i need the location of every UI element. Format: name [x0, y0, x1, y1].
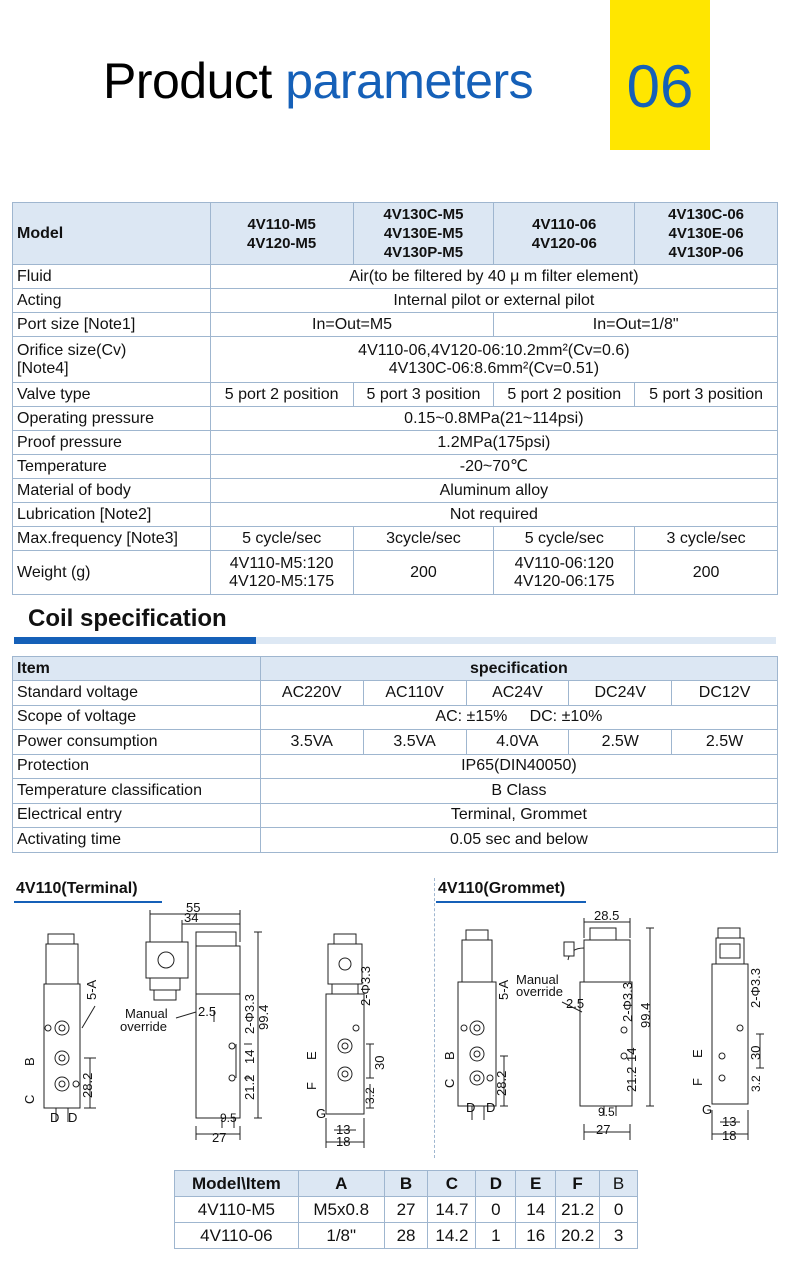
dim-cell: 3 [600, 1223, 638, 1249]
table-row [175, 1223, 638, 1249]
dim-cell: 16 [516, 1223, 556, 1249]
model-name: 4V130P-06 [668, 244, 744, 261]
lube-value: Not required [210, 503, 777, 527]
model-name: 4V130E-06 [668, 225, 744, 242]
row-label: Protection [13, 754, 261, 779]
model-col-2 [353, 203, 494, 265]
dim-d: D [486, 1100, 496, 1115]
manual-override-label: Manual [516, 972, 559, 987]
dim-d: D [68, 1110, 78, 1125]
table-row [13, 803, 778, 828]
model-col-4 [635, 203, 778, 265]
power-value: 4.0VA [466, 730, 569, 755]
dim-cell: 14.7 [428, 1197, 476, 1223]
table-row [13, 479, 778, 503]
dim-header: B [384, 1171, 428, 1197]
row-label: Scope of voltage [13, 705, 261, 730]
dim-header: D [476, 1171, 516, 1197]
coil-header-row [13, 657, 778, 681]
temp-value: -20~70℃ [210, 455, 777, 479]
row-label: Temperature [13, 455, 211, 479]
table-row [13, 828, 778, 853]
label-line: [Note4] [17, 359, 69, 377]
dimension-drawings [0, 878, 790, 1168]
port-value: In=Out=M5 [210, 313, 494, 337]
dim-b: B [22, 1057, 37, 1066]
material-value: Aluminum alloy [210, 479, 777, 503]
model-name: 4V110-06 [532, 215, 597, 233]
section-number-badge [610, 0, 710, 150]
dim-2-phi: 2-Φ3.3 [242, 993, 257, 1034]
port-value: In=Out=1/8" [494, 313, 778, 337]
dim-34: 34 [184, 910, 199, 925]
row-label: Fluid [13, 265, 211, 289]
valve-value: 5 port 2 position [494, 383, 635, 407]
dim-27: 27 [212, 1130, 227, 1145]
protection-value: IP65(DIN40050) [260, 754, 777, 779]
freq-value: 5 cycle/sec [494, 527, 635, 551]
row-label: Material of body [13, 479, 211, 503]
spec-header: specification [260, 657, 777, 681]
weight-value [210, 551, 353, 595]
dim-header: C [428, 1171, 476, 1197]
item-header: Item [13, 657, 261, 681]
row-label: Valve type [13, 383, 211, 407]
model-name: 4V110-M5 [247, 215, 316, 233]
op-pressure-value: 0.15~0.8MPa(21~114psi) [210, 407, 777, 431]
table-row [13, 779, 778, 804]
weight-value: 200 [353, 551, 494, 595]
dim-g: G [702, 1102, 713, 1117]
table-row [13, 754, 778, 779]
dimension-table [174, 1170, 638, 1249]
voltage-value: AC110V [363, 681, 466, 706]
dim-cell: 4V110-M5 [175, 1197, 299, 1223]
grommet-end-view [712, 928, 764, 1140]
grommet-drawing-title: 4V110(Grommet) [438, 880, 566, 897]
dim-14: 14 [624, 1047, 639, 1062]
model-name: 4V120-06 [531, 234, 597, 252]
value-line: 4V120-M5:175 [229, 572, 335, 590]
row-label: Temperature classification [13, 779, 261, 804]
dim-5a: 5-A [84, 979, 99, 1000]
dim-e: E [304, 1051, 319, 1060]
value-line: 4V120-06:175 [514, 572, 615, 590]
dim-21-2: 21.2 [624, 1066, 639, 1092]
model-name: 4V130C-M5 [383, 206, 464, 223]
model-row [13, 203, 778, 265]
table-row [13, 503, 778, 527]
scope-value: AC: ±15% DC: ±10% [260, 705, 777, 730]
activating-value: 0.05 sec and below [260, 828, 777, 853]
dim-28-2: 28.2 [80, 1072, 95, 1098]
page-title [103, 52, 533, 110]
dim-28-2: 28.2 [494, 1070, 509, 1096]
power-value: 2.5W [569, 730, 672, 755]
section-number: 06 [626, 53, 694, 120]
power-value: 3.5VA [363, 730, 466, 755]
table-row [175, 1197, 638, 1223]
section-divider [14, 637, 776, 644]
dim-cell: 1 [476, 1223, 516, 1249]
dim-cell: 14.2 [428, 1223, 476, 1249]
dim-header: E [516, 1171, 556, 1197]
dim-header: B [600, 1171, 638, 1197]
dim-header: A [298, 1171, 384, 1197]
dim-28-5: 28.5 [594, 908, 620, 923]
table-row [13, 265, 778, 289]
model-col-3 [494, 203, 635, 265]
value-line: 4V110-06:120 [514, 554, 614, 572]
dim-13: 13 [722, 1114, 737, 1129]
row-label: Activating time [13, 828, 261, 853]
dim-18: 18 [722, 1128, 737, 1143]
table-row [13, 551, 778, 595]
row-label: Operating pressure [13, 407, 211, 431]
dim-99-4: 99.4 [638, 1002, 653, 1028]
dim-14: 14 [242, 1049, 257, 1064]
model-name: 4V130P-M5 [383, 244, 464, 261]
voltage-value: DC24V [569, 681, 672, 706]
label-line: Orifice size(Cv) [17, 341, 127, 359]
table-row [13, 455, 778, 479]
dim-cell: 0 [600, 1197, 638, 1223]
voltage-value: DC12V [672, 681, 778, 706]
row-label: Electrical entry [13, 803, 261, 828]
dim-c: C [442, 1078, 457, 1088]
dim-cell: 14 [516, 1197, 556, 1223]
freq-value: 3cycle/sec [353, 527, 494, 551]
dim-c: C [22, 1094, 37, 1104]
manual-override-label: override [516, 984, 563, 999]
weight-value [494, 551, 635, 595]
temp-class-value: B Class [260, 779, 777, 804]
product-parameters-table [12, 202, 778, 595]
freq-value: 3 cycle/sec [635, 527, 778, 551]
power-value: 3.5VA [260, 730, 363, 755]
model-name: 4V130E-M5 [383, 225, 464, 242]
manual-override-label: Manual [125, 1006, 168, 1021]
row-label: Lubrication [Note2] [13, 503, 211, 527]
row-label: Power consumption [13, 730, 261, 755]
dim-d: D [50, 1110, 60, 1125]
table-row [13, 730, 778, 755]
dim-2-5: 2.5 [198, 1004, 217, 1019]
model-name: 4V120-M5 [247, 234, 317, 252]
dim-30: 30 [748, 1045, 763, 1060]
dim-e: E [690, 1049, 705, 1058]
dim-f: F [690, 1078, 705, 1086]
dim-cell: 1/8" [298, 1223, 384, 1249]
title-word-product: Product [103, 53, 272, 109]
proof-value: 1.2MPa(175psi) [210, 431, 777, 455]
valve-value: 5 port 2 position [210, 383, 353, 407]
dim-99-4: 99.4 [256, 1004, 271, 1030]
voltage-value: AC24V [466, 681, 569, 706]
dim-cell: 21.2 [556, 1197, 600, 1223]
dim-g: G [316, 1106, 327, 1121]
value-line: 4V130C-06:8.6mm²(Cv=0.51) [388, 359, 600, 377]
value-line: 4V110-06,4V120-06:10.2mm²(Cv=0.6) [358, 341, 630, 359]
table-row [13, 705, 778, 730]
acting-value: Internal pilot or external pilot [210, 289, 777, 313]
value-line: 4V110-M5:120 [229, 554, 334, 572]
orifice-value [210, 337, 777, 383]
dim-cell: 28 [384, 1223, 428, 1249]
dim-9-5: 9.5 [598, 1105, 615, 1119]
dim-2-phi: 2-Φ3.3 [748, 967, 763, 1008]
dim-cell: 27 [384, 1197, 428, 1223]
power-value: 2.5W [672, 730, 778, 755]
table-row [13, 383, 778, 407]
dim-3-2: 3.2 [363, 1087, 377, 1104]
row-label: Max.frequency [Note3] [13, 527, 211, 551]
coil-specification-table [12, 656, 778, 853]
dim-5a: 5-A [496, 979, 511, 1000]
manual-override-label: override [120, 1019, 167, 1034]
dim-9-5: 9.5 [220, 1111, 237, 1125]
dim-18: 18 [336, 1134, 351, 1149]
terminal-drawing-title: 4V110(Terminal) [16, 880, 138, 897]
title-word-parameters: parameters [285, 53, 534, 109]
model-label: Model [13, 203, 211, 265]
weight-value: 200 [635, 551, 778, 595]
dim-cell: 20.2 [556, 1223, 600, 1249]
dim-3-2: 3.2 [749, 1075, 763, 1092]
dim-2-phi: 2-Φ3.3 [358, 965, 373, 1006]
model-name: 4V130C-06 [668, 206, 745, 223]
dim-2-phi: 2-Φ3.3 [620, 981, 635, 1022]
table-row [13, 337, 778, 383]
section-divider-accent [14, 637, 256, 644]
table-row [13, 527, 778, 551]
table-row [13, 289, 778, 313]
dim-30: 30 [372, 1055, 387, 1070]
dim-13: 13 [336, 1122, 351, 1137]
dim-27: 27 [596, 1122, 611, 1137]
dim-cell: 4V110-06 [175, 1223, 299, 1249]
row-label: Acting [13, 289, 211, 313]
entry-value: Terminal, Grommet [260, 803, 777, 828]
valve-value: 5 port 3 position [353, 383, 494, 407]
freq-value: 5 cycle/sec [210, 527, 353, 551]
row-label: Proof pressure [13, 431, 211, 455]
dim-header-row [175, 1171, 638, 1197]
table-row [13, 407, 778, 431]
dim-cell: M5x0.8 [298, 1197, 384, 1223]
row-label: Weight (g) [13, 551, 211, 595]
table-row [13, 313, 778, 337]
voltage-value: AC220V [260, 681, 363, 706]
dim-21-2: 21.2 [242, 1074, 257, 1100]
dim-header: Model\Item [175, 1171, 299, 1197]
dim-2-5: 2.5 [566, 996, 585, 1011]
row-label [13, 337, 211, 383]
valve-value: 5 port 3 position [635, 383, 778, 407]
dim-d: D [466, 1100, 476, 1115]
fluid-value: Air(to be filtered by 40 μ m filter element) [210, 265, 777, 289]
dim-f: F [304, 1082, 319, 1090]
row-label: Standard voltage [13, 681, 261, 706]
table-row [13, 681, 778, 706]
table-row [13, 431, 778, 455]
coil-section-title: Coil specification [28, 605, 227, 632]
dim-55: 55 [186, 900, 201, 915]
model-col-1 [210, 203, 353, 265]
dim-cell: 0 [476, 1197, 516, 1223]
dim-b: B [442, 1051, 457, 1060]
dim-header: F [556, 1171, 600, 1197]
row-label: Port size [Note1] [13, 313, 211, 337]
